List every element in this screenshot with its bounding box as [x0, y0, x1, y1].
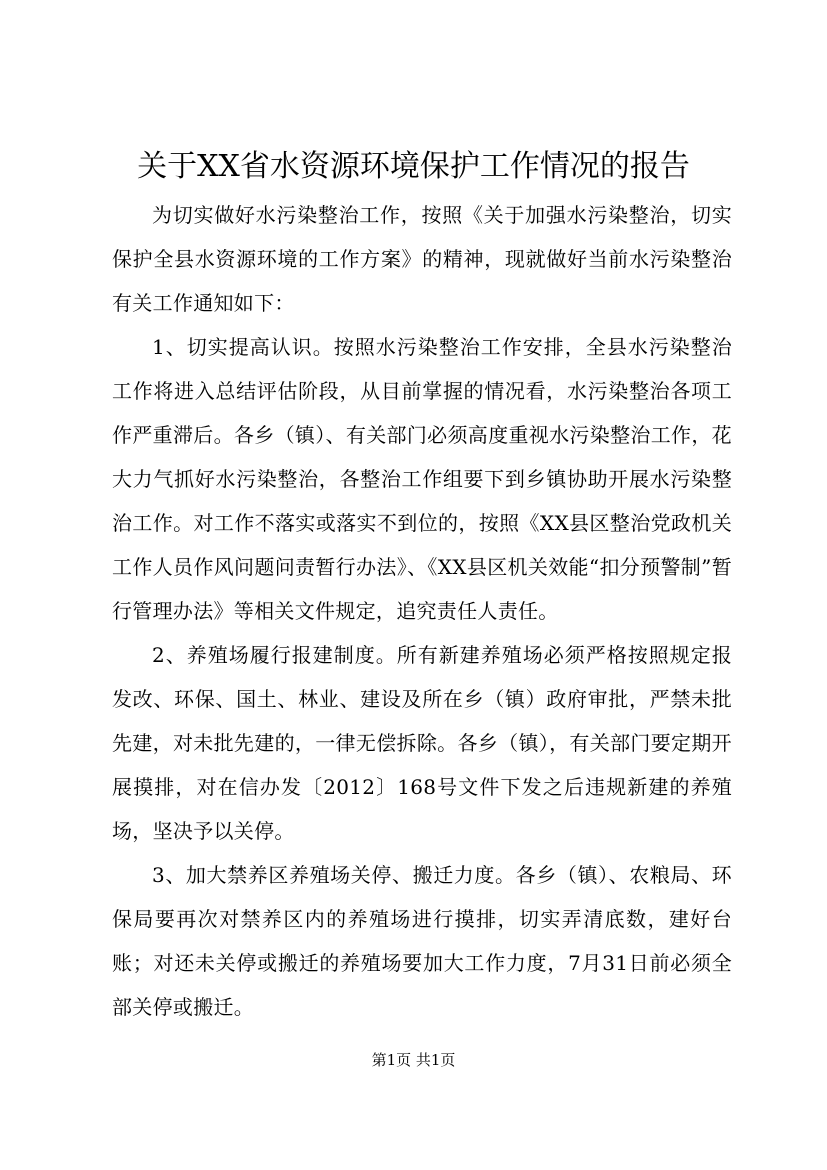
item-2-paragraph: 2、养殖场履行报建制度。所有新建养殖场必须严格按照规定报发改、环保、国土、林业、建设及所在乡（镇）政府审批，严禁未批先建，对未批先建的，一律无偿拆除。各乡（镇），有关部门要定期开展摸排，对在信办发〔2012〕168号文件下发之后违规新建的养殖场，坚决予以关停。	[112, 643, 732, 843]
item-1-paragraph: 1、切实提高认识。按照水污染整治工作安排，全县水污染整治工作将进入总结评估阶段，从目前掌握的情况看，水污染整治各项工作严重滞后。各乡（镇）、有关部门必须高度重视水污染整治工作，花大力气抓好水污染整治，各整治工作组要下到乡镇协助开展水污染整治工作。对工作不落实或落实不到位的，按照《XX县区整治党政机关工作人员作风问题问责暂行办法》、《XX县区机关效能“扣分预警制”暂行管理办法》等相关文件规定，追究责任人责任。	[112, 335, 732, 623]
page-footer: 第1页 共1页	[371, 1051, 456, 1069]
intro-paragraph: 为切实做好水污染整治工作，按照《关于加强水污染整治，切实保护全县水资源环境的工作方案》的精神，现就做好当前水污染整治有关工作通知如下：	[112, 203, 732, 315]
document-body	[112, 193, 732, 1029]
item-3-paragraph: 3、加大禁养区养殖场关停、搬迁力度。各乡（镇）、农粮局、环保局要再次对禁养区内的养殖场进行摸排，切实弄清底数，建好台账；对还未关停或搬迁的养殖场要加大工作力度，7月31日前必须全部关停或搬迁。	[112, 863, 732, 1019]
document-title: 关于XX省水资源环境保护工作情况的报告	[137, 149, 690, 184]
